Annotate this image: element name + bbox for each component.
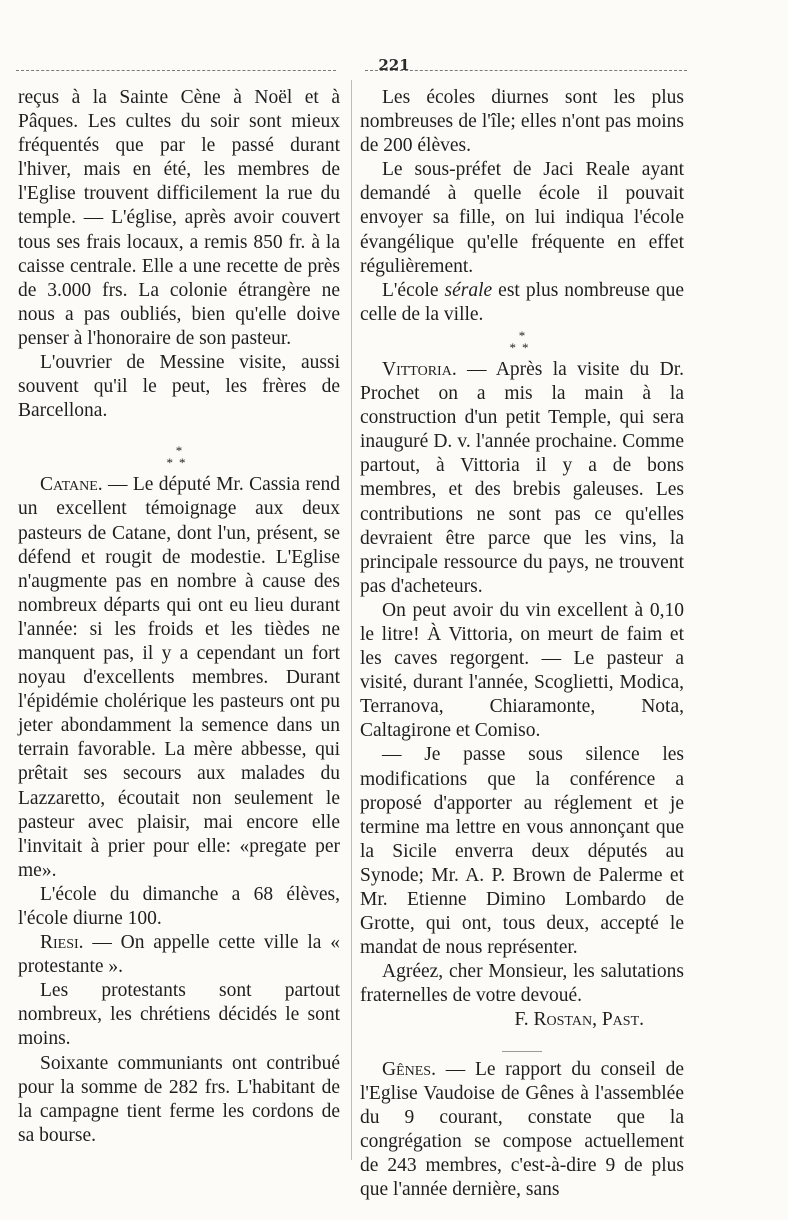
page-number: 221: [378, 56, 410, 74]
paragraph-genes: Gênes. — Le rapport du conseil de l'Eglise Vaudoise de Gênes à l'assemblée du 9 courant, constate que la congrégation se compose actuellement de 243 membres, c'est-à-dire 9 de plus que l'année dernière, sans: [360, 1058, 684, 1201]
paragraph-vittoria: Vittoria. — Après la visite du Dr. Prochet on a mis la main à la construction d'un petit Temple, qui sera inauguré D. v. l'année prochaine. Comme partout, à Vittoria il y a de bons membres, et des brebis galeuses. Les contributions ne sont pas ce qu'elles devraient être parce que les vins, la principale ressource du pays, ne trouvent pas d'acheteurs.: [360, 358, 684, 597]
paragraph: — Je passe sous silence les modifications que la conférence a proposé d'apporter au réglement et je termine ma lettre en vous annonçant que la Sicile enverra deux députés au Synode; Mr. A. P. Brown de Palerme et Mr. Etienne Dimino Lombardo de Grotte, qui ont, tous deux, accepté le mandat de nous représenter.: [360, 744, 684, 959]
paragraph: L'école sérale est plus nombreuse que celle de la ville.: [360, 279, 684, 325]
header-rule-left: [16, 70, 336, 71]
section-heading-vittoria: Vittoria.: [382, 358, 457, 380]
paragraph: Le sous-préfet de Jaci Reale ayant demandé à quelle école il pouvait envoyer sa fille, on lui indiqua l'école évangélique qu'elle fréquente en effet régulièrement.: [360, 159, 684, 277]
section-separator-asterism: * **: [166, 443, 192, 471]
paragraph-riesi: Riesi. — On appelle cette ville la « protestante ».: [18, 932, 340, 978]
paragraph: Les écoles diurnes sont les plus nombreuses de l'île; elles n'ont pas moins de 200 élèves.: [360, 87, 684, 157]
paragraph: Soixante communiants ont contribué pour la somme de 282 frs. L'habitant de la campagne tient ferme les cordons de sa bourse.: [18, 1052, 340, 1146]
section-rule: [502, 1051, 542, 1052]
header-rule-right: [365, 70, 687, 71]
paragraph: On peut avoir du vin excellent à 0,10 le litre! À Vittoria, on meurt de faim et les caves regorgent. — Le pasteur a visité, durant l'année, Scoglietti, Modica, Terranova, Chiaramonte, Nota, Caltagirone et Comiso.: [360, 599, 684, 742]
section-heading-riesi: Riesi.: [40, 932, 84, 954]
right-column: [360, 86, 684, 1202]
section-heading-catane: Catane.: [40, 474, 103, 496]
paragraph: L'ouvrier de Messine visite, aussi souvent qu'il le peut, les frères de Barcellona.: [18, 352, 340, 422]
column-divider: [351, 80, 352, 1160]
paragraph: reçus à la Sainte Cène à Noël et à Pâques. Les cultes du soir sont mieux fréquentés que par le passé durant l'hiver, mais en été, les membres de l'Eglise trouvent difficilement la rue du temple. — L'église, après avoir couvert tous ses frais locaux, a remis 850 fr. à la caisse centrale. Elle a une recette de près de 3.000 frs. La colonie étrangère ne nous a pas oubliés, bien qu'elle doive penser à l'honoraire de son pasteur.: [18, 87, 340, 349]
paragraph: Les protestants sont partout nombreux, les chrétiens décidés le sont moins.: [18, 980, 340, 1050]
left-column: [18, 86, 340, 1148]
paragraph: Agréez, cher Monsieur, les salutations fraternelles de votre devoué.: [360, 961, 684, 1007]
paragraph: L'école du dimanche a 68 élèves, l'école diurne 100.: [18, 883, 340, 929]
section-heading-genes: Gênes.: [382, 1058, 436, 1080]
signature: F. Rostan, Past.: [514, 1009, 644, 1031]
paragraph-catane: Catane. — Le député Mr. Cassia rend un excellent témoignage aux deux pasteurs de Catane, dont l'un, présent, se défend et rougit de modestie. L'Eglise n'augmente pas en nombre à cause des nombreux départs qui ont eu lieu durant l'année: si les froids et les tièdes ne manquent pas, il y a cependant un fort noyau d'excellents membres. Durant l'épidémie cholérique les pasteurs ont pu jeter abondamment la semence dans un terrain favorable. La mère abbesse, qui prêtait ses secours aux malades du Lazzaretto, écoutait non seulement le pasteur avec plaisir, mai encore elle l'invitait à prier pour elle: «pregate per me».: [18, 474, 340, 881]
section-separator-asterism: * **: [509, 327, 535, 355]
